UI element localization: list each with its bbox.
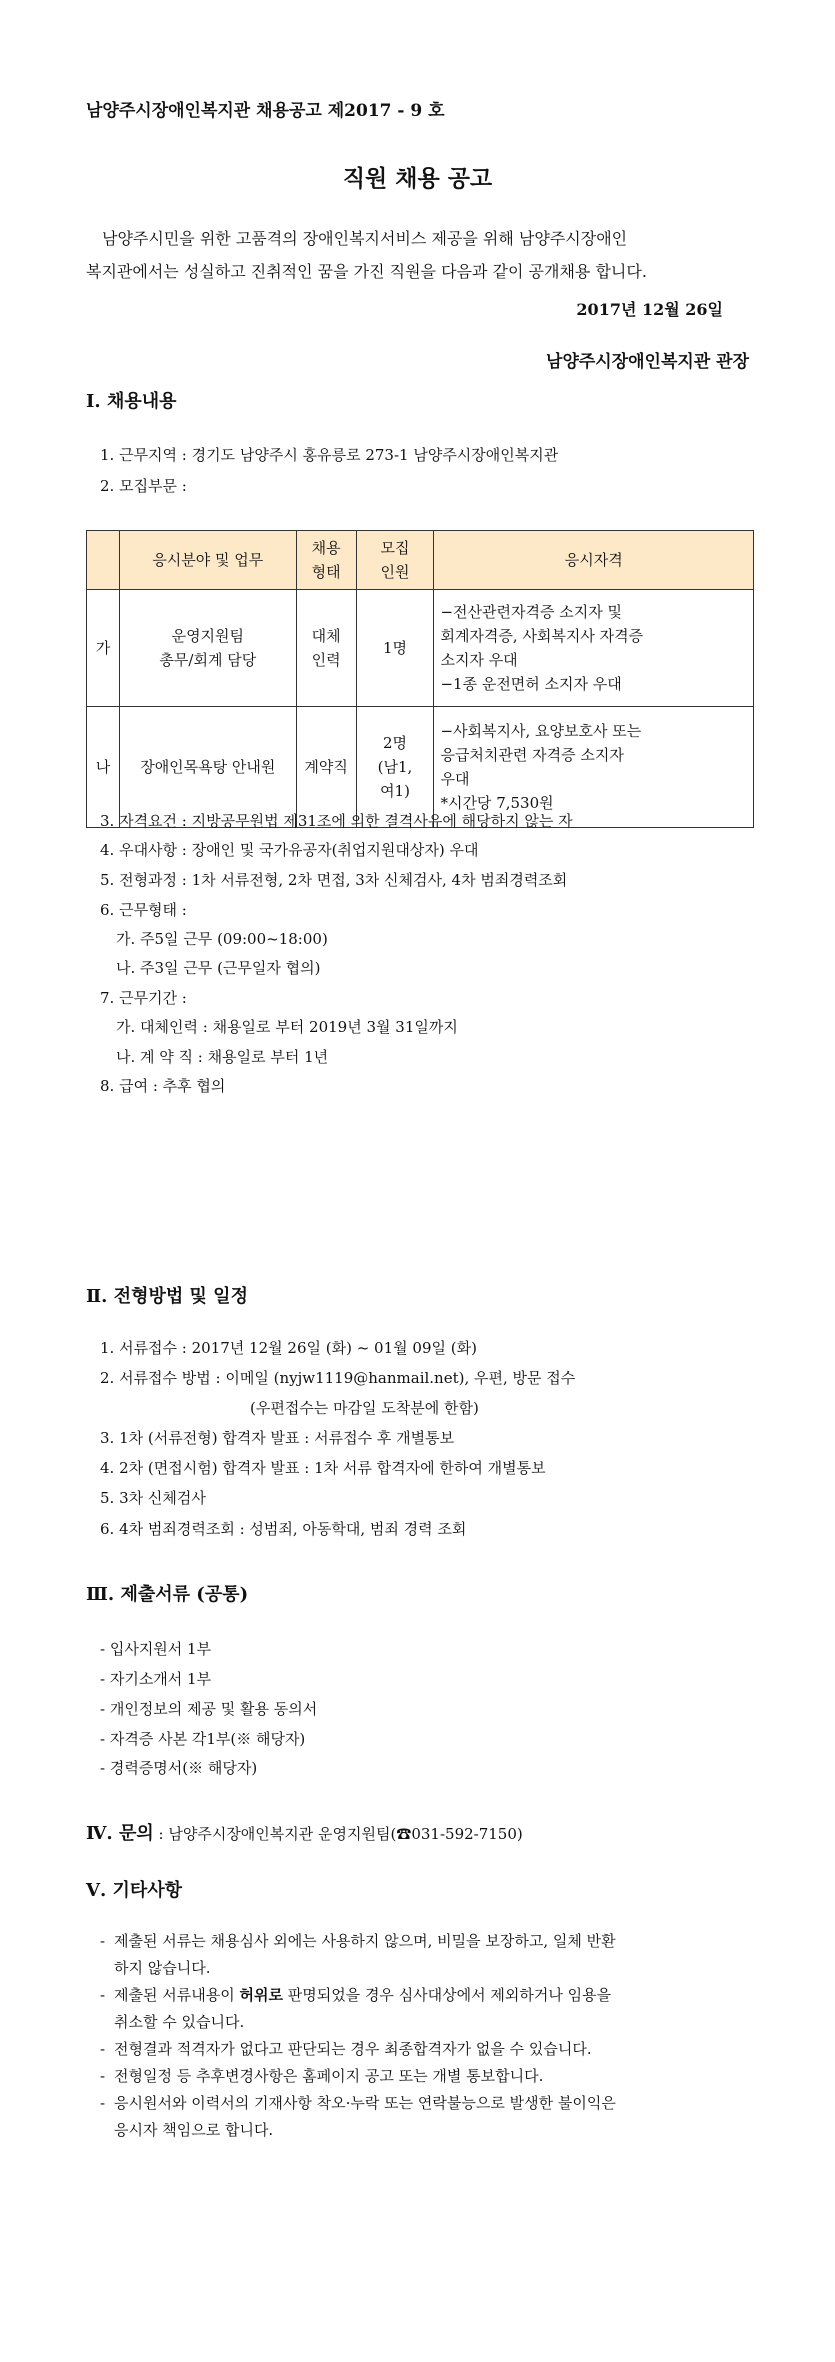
list-item: 6. 4차 범죄경력조회 : 성범죄, 아동학대, 범죄 경력 조회 [100, 1520, 467, 1538]
list-item: 7. 근무기간 : [100, 989, 187, 1007]
qualification-cell [434, 590, 754, 707]
list-item: 2. 서류접수 방법 : 이메일 (nyjw1119@hanmail.net), 우편, 방문 접수 [100, 1369, 576, 1387]
list-subitem: 나. 계 약 직 : 채용일로 부터 1년 [116, 1048, 329, 1066]
notes-list [100, 1928, 750, 2144]
section-heading: Ⅰ. 채용내용 [86, 391, 177, 412]
type-cell: 계약직 [296, 707, 356, 828]
list-item: - 자기소개서 1부 [100, 1670, 212, 1688]
cell-text: 소지자 우대 [440, 651, 518, 669]
list-item: 6. 근무형태 : [100, 901, 187, 919]
line-text: 응시원서와 이력서의 기재사항 착오·누락 또는 연락불능으로 발생한 불이익은 [114, 2094, 616, 2112]
dash-glyph: - [100, 2040, 106, 2058]
list-item: 2. 모집부문 : [100, 477, 187, 495]
cell-text: 2명 [382, 734, 408, 752]
cell-text: 총무/회계 담당 [159, 651, 257, 669]
intro-line: 복지관에서는 성실하고 진취적인 꿈을 가진 직원을 다음과 같이 공개채용 합니다. [86, 262, 647, 281]
list-item: 5. 3차 신체검사 [100, 1489, 206, 1507]
text-span: 판명되었을 경우 심사대상에서 제외하거나 임용을 [282, 1986, 612, 2004]
table-row [87, 707, 754, 828]
line-text: 응시자 책임으로 합니다. [114, 2121, 274, 2139]
list-item-text [114, 1982, 611, 2036]
text-span: 제출된 서류내용이 [114, 1986, 240, 2004]
list-item [100, 2036, 750, 2063]
header-cell: 응시자격 [434, 531, 754, 590]
cell-text: 인력 [311, 651, 341, 669]
list-item: 3. 1차 (서류전형) 합격자 발표 : 서류접수 후 개별통보 [100, 1429, 455, 1447]
list-note: (우편접수는 마감일 도착분에 한함) [250, 1399, 479, 1417]
notice-number: 남양주시장애인복지관 채용공고 제2017 - 9 호 [86, 101, 445, 121]
list-subitem: 나. 주3일 근무 (근무일자 협의) [116, 959, 321, 977]
cell-text: (남1, [377, 758, 413, 776]
page-title: 직원 채용 공고 [342, 165, 493, 192]
header-cell [87, 531, 120, 590]
list-item: 4. 우대사항 : 장애인 및 국가유공자(취업지원대상자) 우대 [100, 841, 479, 859]
header-cell [296, 531, 356, 590]
line-text: 제출된 서류는 채용심사 외에는 사용하지 않으며, 비밀을 보장하고, 일체 반환 [114, 1932, 616, 1950]
dash-glyph: - [100, 2094, 106, 2112]
dash-glyph: - [100, 2067, 106, 2085]
list-item-text: 전형일정 등 추후변경사항은 홈페이지 공고 또는 개별 통보합니다. [114, 2067, 544, 2085]
list-item: - 개인정보의 제공 및 활용 동의서 [100, 1700, 318, 1718]
list-item: - 자격증 사본 각1부(※ 해당자) [100, 1730, 306, 1748]
header-cell [356, 531, 434, 590]
list-item [100, 2090, 750, 2144]
list-item: 1. 서류접수 : 2017년 12월 26일 (화) ~ 01월 09일 (화) [100, 1339, 477, 1357]
row-mark: 나 [87, 707, 120, 828]
list-item-text [114, 1928, 616, 1982]
list-item: 3. 자격요건 : 지방공무원법 제31조에 의한 결격사유에 해당하지 않는 자 [100, 812, 573, 830]
table-row [87, 590, 754, 707]
header-text: 형태 [311, 563, 341, 581]
cell-text: 대체 [311, 627, 341, 645]
list-subitem: 가. 대체인력 : 채용일로 부터 2019년 3월 31일까지 [116, 1018, 458, 1036]
list-subitem: 가. 주5일 근무 (09:00~18:00) [116, 930, 328, 948]
header-text: 모집 [380, 539, 410, 557]
field-cell [119, 590, 296, 707]
notice-date: 2017년 12월 26일 [576, 300, 723, 319]
list-item: 1. 근무지역 : 경기도 남양주시 홍유릉로 273-1 남양주시장애인복지관 [100, 446, 559, 464]
line-text: 취소할 수 있습니다. [114, 2013, 245, 2031]
row-mark: 가 [87, 590, 120, 707]
list-item [100, 1982, 750, 2036]
cell-text: 우대 [440, 770, 470, 788]
contact-line [86, 1819, 523, 1845]
section-heading: Ⅱ. 전형방법 및 일정 [86, 1286, 248, 1307]
count-cell [356, 707, 434, 828]
list-item: - 입사지원서 1부 [100, 1640, 212, 1658]
cell-text: 여1) [380, 782, 410, 800]
line-text: 하지 않습니다. [114, 1959, 211, 1977]
emphasis-text: 허위로 [239, 1986, 283, 2004]
header-cell: 응시분야 및 업무 [119, 531, 296, 590]
cell-text: *시간당 7,530원 [440, 794, 554, 812]
qualification-cell [434, 707, 754, 828]
type-cell [296, 590, 356, 707]
cell-text: 응급처치관련 자격증 소지자 [440, 746, 624, 764]
count-cell: 1명 [356, 590, 434, 707]
table-header-row [87, 531, 754, 590]
list-item-text [114, 2090, 616, 2144]
signer: 남양주시장애인복지관 관장 [546, 352, 749, 372]
dash-glyph: - [100, 1986, 106, 2004]
list-item: 8. 급여 : 추후 협의 [100, 1077, 226, 1095]
header-text: 인원 [380, 563, 410, 581]
cell-text: 회계자격증, 사회복지사 자격증 [440, 627, 644, 645]
intro-paragraph [86, 222, 756, 288]
list-item: - 경력증명서(※ 해당자) [100, 1759, 258, 1777]
dash-glyph: - [100, 1932, 106, 1950]
cell-text: −1종 운전면허 소지자 우대 [440, 675, 622, 693]
list-item [100, 2063, 750, 2090]
field-cell: 장애인목욕탕 안내원 [119, 707, 296, 828]
section-heading: Ⅲ. 제출서류 (공통) [86, 1584, 249, 1605]
list-item-text: 전형결과 적격자가 없다고 판단되는 경우 최종합격자가 없을 수 있습니다. [114, 2040, 592, 2058]
list-item [100, 1928, 750, 1982]
section-heading: Ⅴ. 기타사항 [86, 1880, 183, 1901]
list-item: 5. 전형과정 : 1차 서류전형, 2차 면접, 3차 신체검사, 4차 범죄경력조회 [100, 871, 568, 889]
contact-text: : 남양주시장애인복지관 운영지원팀(☎031-592-7150) [158, 1825, 523, 1843]
list-item: 4. 2차 (면접시험) 합격자 발표 : 1차 서류 합격자에 한하여 개별통보 [100, 1459, 546, 1477]
header-text: 채용 [311, 539, 341, 557]
intro-line: 남양주시민을 위한 고품격의 장애인복지서비스 제공을 위해 남양주시장애인 [102, 229, 628, 248]
recruit-table [86, 530, 754, 828]
section-heading: Ⅳ. 문의 [86, 1823, 154, 1844]
line-text [114, 1982, 611, 2009]
cell-text: −전산관련자격증 소지자 및 [440, 603, 622, 621]
cell-text: −사회복지사, 요양보호사 또는 [440, 722, 642, 740]
cell-text: 운영지원팀 [171, 627, 245, 645]
